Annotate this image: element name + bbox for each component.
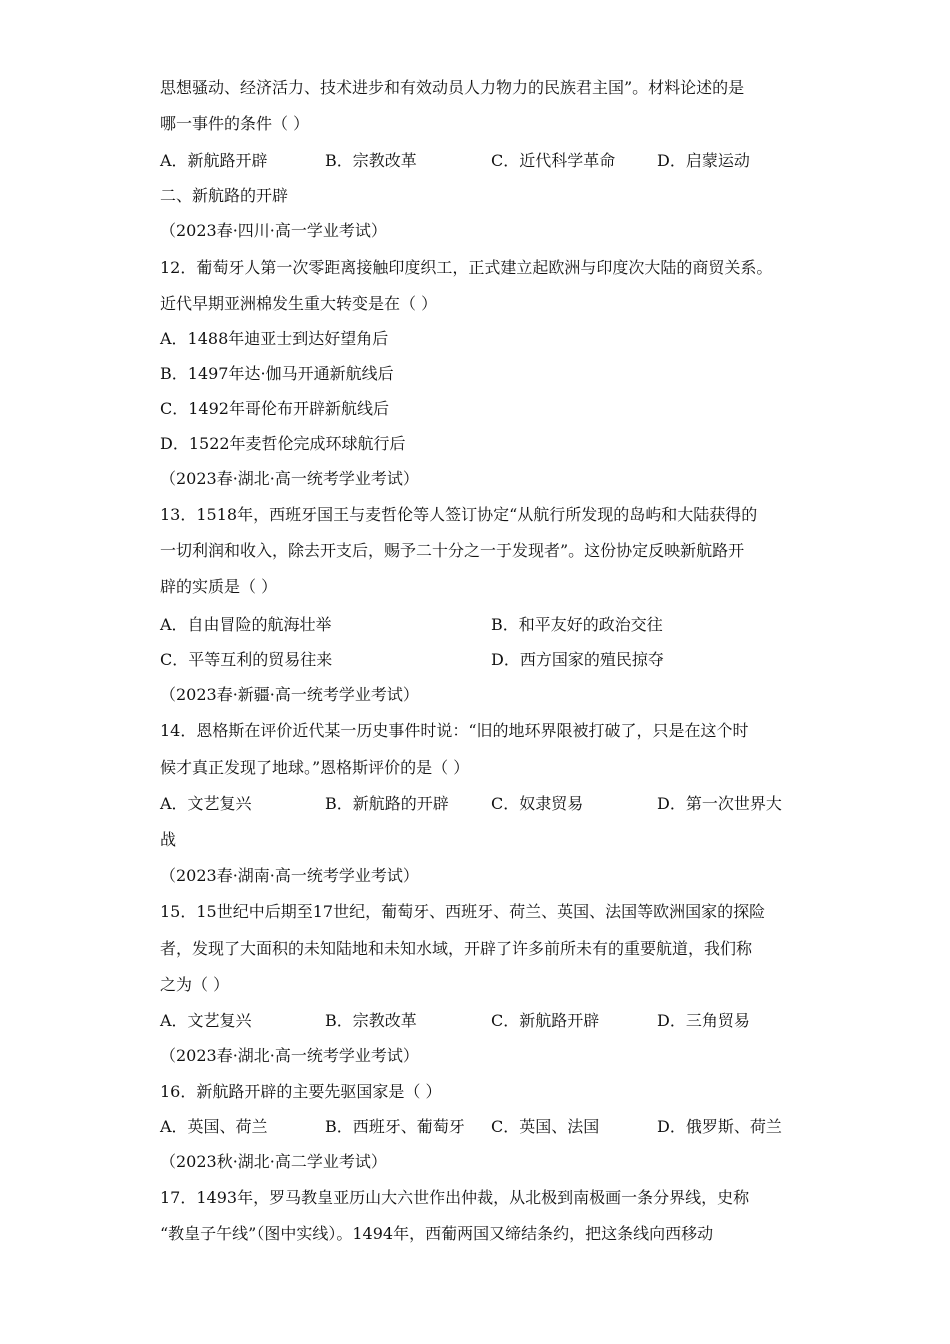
answer-option: B．宗教改革 (325, 151, 417, 170)
text-line: 二、新航路的开辟 (160, 186, 289, 205)
text-line: （2023春·湖南·高一统考学业考试） (160, 866, 419, 885)
text-line: （2023秋·湖北·高二学业考试） (160, 1152, 387, 1171)
answer-option: B．宗教改革 (325, 1011, 417, 1030)
answer-option: D．第一次世界大 (657, 794, 782, 813)
answer-option: B．新航路的开辟 (325, 794, 449, 813)
text-line: 辟的实质是（ ） (160, 577, 278, 596)
text-line: 战 (160, 830, 177, 849)
answer-option: C．英国、法国 (491, 1117, 600, 1136)
answer-option: D．三角贸易 (657, 1011, 750, 1030)
text-line: 候才真正发现了地球。”恩格斯评价的是（ ） (160, 758, 470, 777)
answer-option: D．俄罗斯、荷兰 (657, 1117, 782, 1136)
answer-option: A．文艺复兴 (160, 794, 252, 813)
text-line: B．1497年达·伽马开通新航线后 (160, 364, 394, 383)
answer-option: C．新航路开辟 (491, 1011, 600, 1030)
text-line: （2023春·湖北·高一统考学业考试） (160, 469, 419, 488)
text-line: 近代早期亚洲棉发生重大转变是在（ ） (160, 294, 438, 313)
text-line: 一切利润和收入，除去开支后，赐予二十分之一于发现者”。这份协定反映新航路开 (160, 541, 745, 560)
text-line: 14．恩格斯在评价近代某一历史事件时说：“旧的地环界限被打破了，只是在这个时 (160, 721, 749, 740)
text-line: 者，发现了大面积的未知陆地和未知水域，开辟了许多前所未有的重要航道，我们称 (160, 939, 753, 958)
text-line: 16．新航路开辟的主要先驱国家是（ ） (160, 1082, 442, 1101)
answer-option: A．新航路开辟 (160, 151, 268, 170)
text-line: 思想骚动、经济活力、技术进步和有效动员人力物力的民族君主国”。材料论述的是 (160, 78, 745, 97)
text-line: （2023春·湖北·高一统考学业考试） (160, 1046, 419, 1065)
answer-option: C．近代科学革命 (491, 151, 616, 170)
answer-option: A．自由冒险的航海壮举 (160, 615, 332, 634)
text-line: A．1488年迪亚士到达好望角后 (160, 329, 389, 348)
text-line: C．1492年哥伦布开辟新航线后 (160, 399, 389, 418)
answer-option: B．和平友好的政治交往 (491, 615, 663, 634)
answer-option: D．西方国家的殖民掠夺 (491, 650, 664, 669)
text-line: 15．15世纪中后期至17世纪，葡萄牙、西班牙、荷兰、英国、法国等欧洲国家的探险 (160, 902, 766, 921)
answer-option: D．启蒙运动 (657, 151, 750, 170)
text-line: 之为（ ） (160, 975, 230, 994)
answer-option: C．奴隶贸易 (491, 794, 584, 813)
answer-option: A．文艺复兴 (160, 1011, 252, 1030)
text-line: （2023春·新疆·高一统考学业考试） (160, 685, 419, 704)
text-line: 哪一事件的条件（ ） (160, 114, 310, 133)
answer-option: A．英国、荷兰 (160, 1117, 268, 1136)
text-line: 13．1518年，西班牙国王与麦哲伦等人签订协定“从航行所发现的岛屿和大陆获得的 (160, 505, 758, 524)
answer-option: C．平等互利的贸易往来 (160, 650, 333, 669)
text-line: （2023春·四川·高一学业考试） (160, 221, 387, 240)
text-line: “教皇子午线”（图中实线）。1494年，西葡两国又缔结条约，把这条线向西移动 (160, 1224, 714, 1243)
text-line: 12．葡萄牙人第一次零距离接触印度织工，正式建立起欧洲与印度次大陆的商贸关系。 (160, 258, 773, 277)
text-line: 17．1493年，罗马教皇亚历山大六世作出仲裁，从北极到南极画一条分界线，史称 (160, 1188, 750, 1207)
answer-option: B．西班牙、葡萄牙 (325, 1117, 465, 1136)
text-line: D．1522年麦哲伦完成环球航行后 (160, 434, 406, 453)
